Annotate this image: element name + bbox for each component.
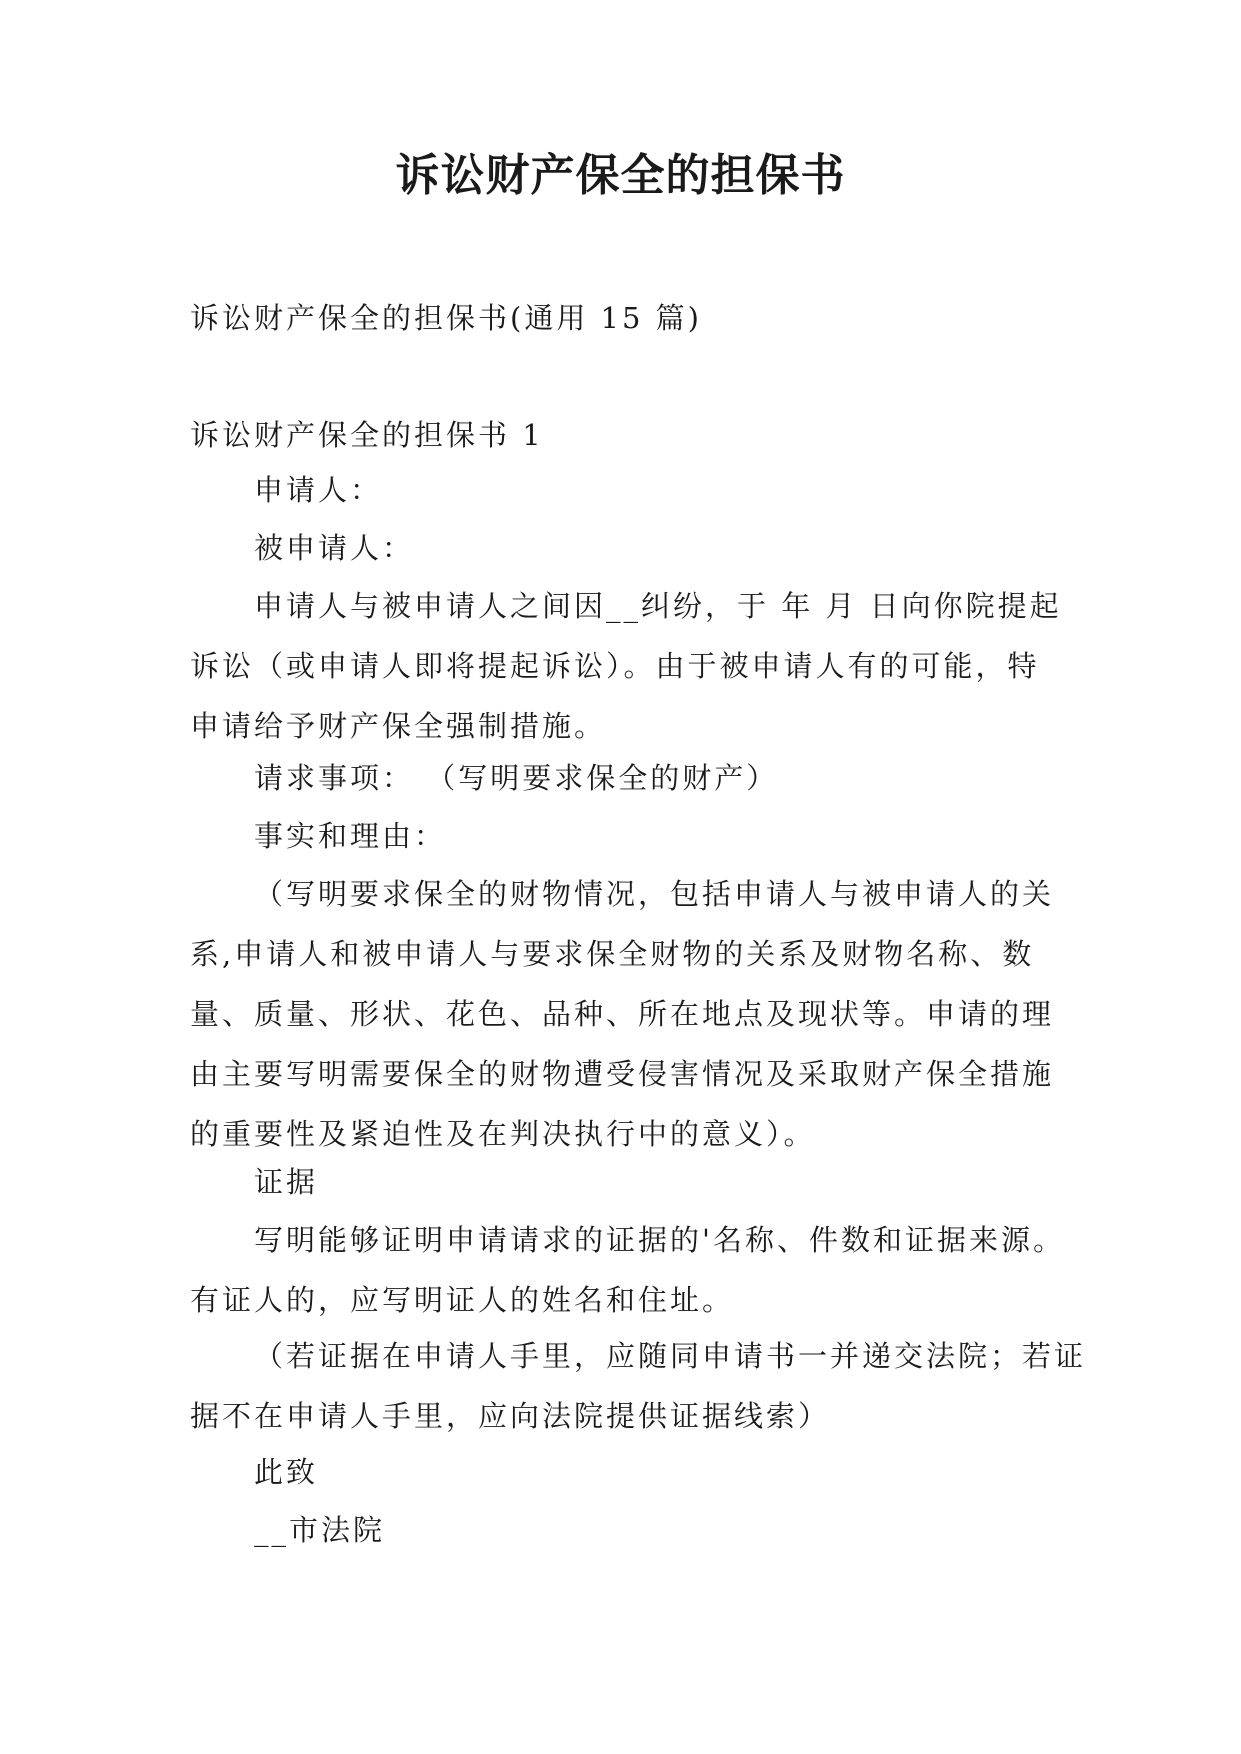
court-recipient: __市法院 bbox=[254, 1513, 386, 1547]
facts-heading: 事实和理由： bbox=[254, 819, 447, 853]
facts-body: （写明要求保全的财物情况，包括申请人与被申请人的关系,申请人和被申请人与要求保全财物的关系及财物名称、数量、质量、形状、花色、品种、所在地点及现状等。申请的理由主要写明需要保全的财物遭受侵害情况及采取财产保全措施的重要性及紧迫性及在判决执行中的意义）。 bbox=[190, 877, 1055, 1151]
section-heading: 诉讼财产保全的担保书 1 bbox=[190, 418, 544, 452]
closing-salutation: 此致 bbox=[254, 1455, 319, 1489]
evidence-body: 写明能够证明申请请求的证据的'名称、件数和证据来源。有证人的，应写明证人的姓名和住址。 bbox=[190, 1223, 1065, 1317]
request-items: 请求事项： （写明要求保全的财产） bbox=[254, 761, 779, 795]
document-subtitle: 诉讼财产保全的担保书(通用 15 篇) bbox=[190, 301, 702, 335]
evidence-heading: 证据 bbox=[254, 1165, 319, 1199]
respondent-label: 被申请人： bbox=[254, 531, 415, 565]
applicant-label: 申请人： bbox=[254, 473, 383, 507]
evidence-note: （若证据在申请人手里，应随同申请书一并递交法院；若证据不在申请人手里，应向法院提供证据线索） bbox=[190, 1339, 1087, 1433]
document-title: 诉讼财产保全的担保书 bbox=[395, 150, 846, 201]
body-paragraph: 申请人与被申请人之间因__纠纷，于 年 月 日向你院提起诉讼（或申请人即将提起诉讼）。由于被申请人有的可能，特申请给予财产保全强制措施。 bbox=[190, 589, 1062, 743]
